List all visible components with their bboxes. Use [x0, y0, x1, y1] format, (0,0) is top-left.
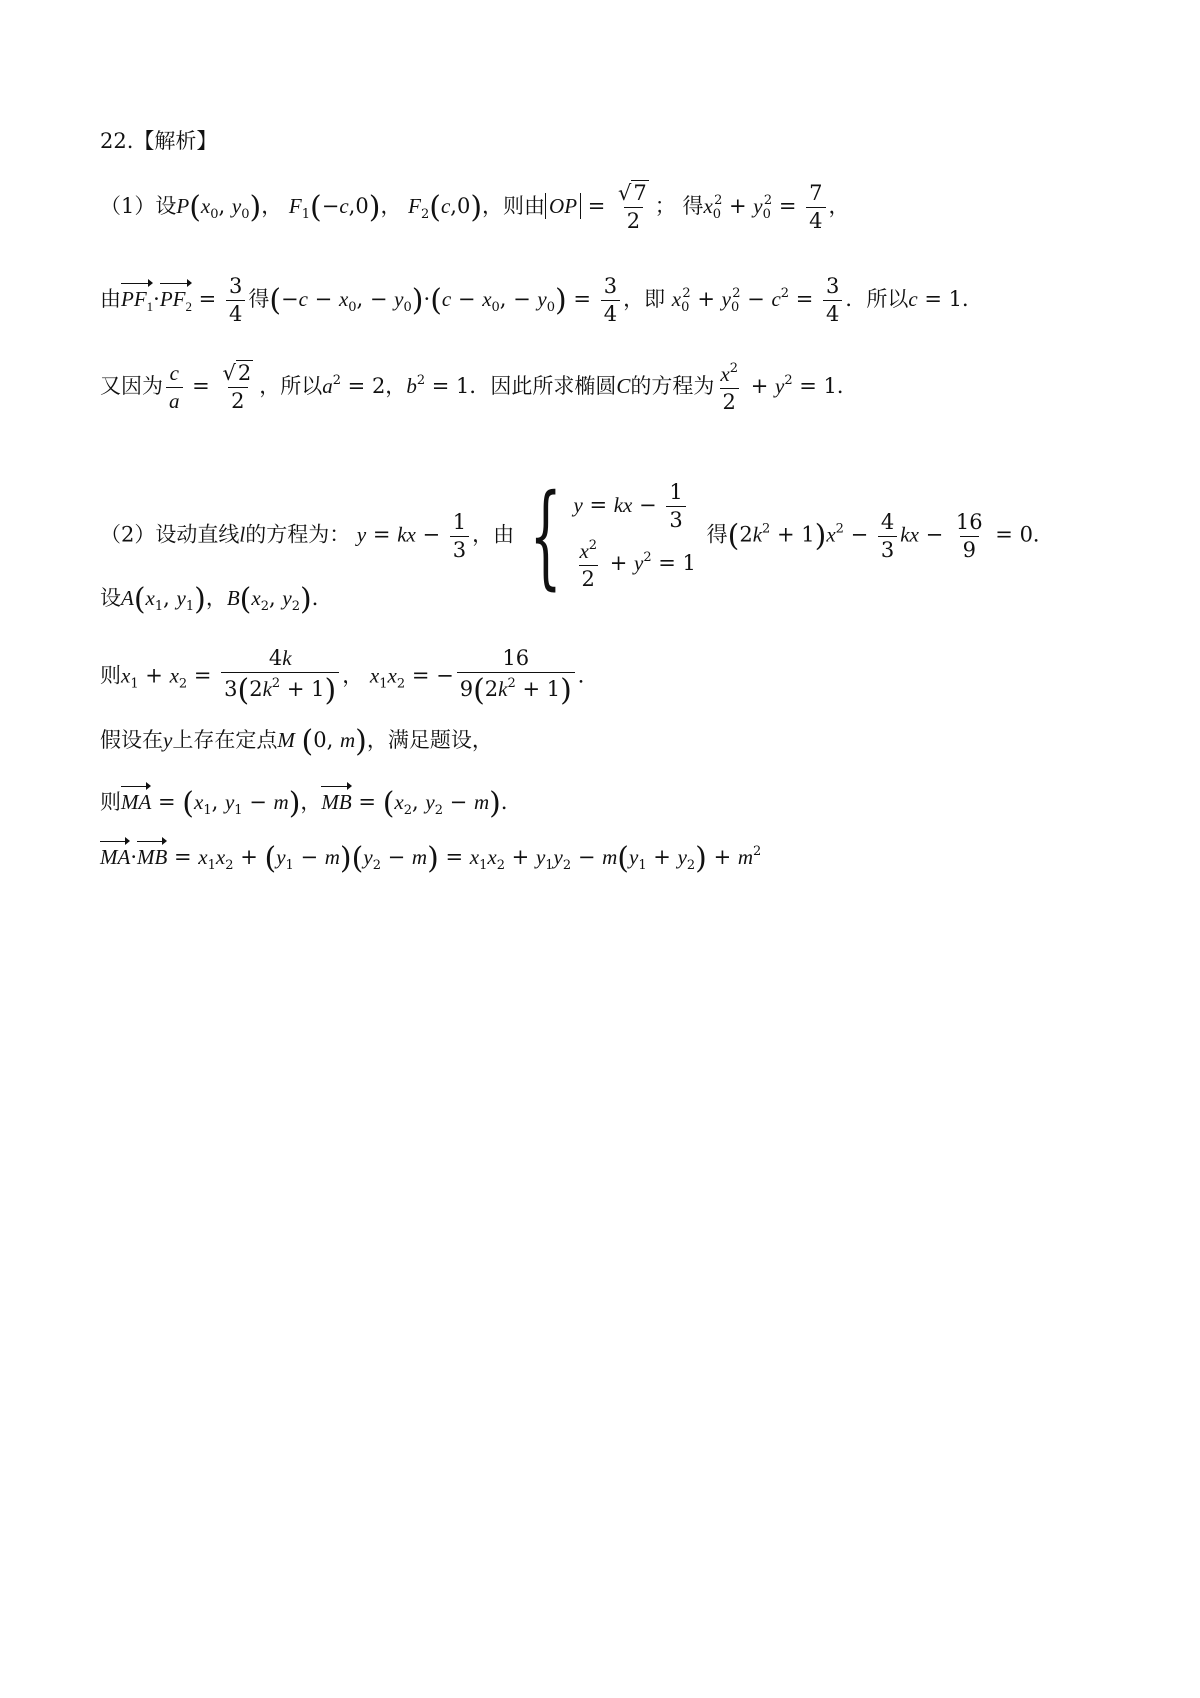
- text: （1）设: [100, 194, 177, 218]
- text: ，: [380, 194, 402, 218]
- text: 则: [100, 663, 121, 688]
- text: ；: [654, 194, 676, 218]
- text: 上存在定点: [172, 728, 278, 752]
- text: ．因此所求椭圆: [469, 374, 617, 398]
- part2-line3: 则$x_1 + x_2$ = $\frac{4k}{3(2k^2 + 1)}$ ， $x_1x_2$ = − $\frac{16}{9(2k^2 + 1)}$ ．: [100, 646, 599, 708]
- part1-line1: （1）设$P(x_0$, $y_0$)， $F_1(-c,0)$， $F_2(c,0)$，则由 OP = $\frac{√7}{2}$ ； 得$x_0^2 + y_0^2$ = $\frac{7}{4}$ ，: [100, 181, 850, 233]
- part2-line6: $MA\cdot MB = x_1x_2 + (y_1 - m)(y_2 - m) = x_1x_2 + y_1y_2 - m(y_1 + y_2) + m^2$: [100, 841, 762, 876]
- part1-line3: 又因为 $\frac{c}{a}$ = $\frac{√2}{2}$ ，所以$a^2 = 2$，$b^2 = 1$．因此所求椭圆C的方程为 $\frac{x^2}{2}$ + $y^2 = 1$．: [100, 361, 858, 414]
- part1-line2: 由$PF_1\cdot PF_2$ = $\frac{3}{4}$ 得($-c - x_0$, − $y_0)\cdot(c - x_0$, − $y_0$) = $\frac{3}{4}$ ，即 $x_0^2 + y_0^2 - c^2$ = $\frac{3}{4}$ ．所以c = 1．: [100, 274, 984, 326]
- heading: 22.【解析】: [100, 129, 218, 153]
- text: 由: [100, 287, 121, 311]
- text: 则: [100, 790, 121, 814]
- text: 得: [682, 194, 704, 218]
- text: ，即: [623, 287, 666, 311]
- text: 假设在: [100, 728, 163, 752]
- text: ，所以: [259, 374, 323, 398]
- text: ，则由: [482, 194, 546, 218]
- text: 的方程为：: [245, 522, 351, 547]
- text: ，满足题设，: [366, 728, 493, 752]
- text: 设: [100, 586, 121, 610]
- text: ，: [261, 194, 283, 218]
- text: 得: [706, 522, 728, 547]
- part2-line1: （2）设动直线l的方程为： y = kx − $\frac{1}{3}$ ，由 { y = kx − $\frac{1}{3}$ $\frac{x^2}{2}$ + $y^2 = 1$ 得$(2k^2 + 1)x^2$ − $\frac{4}{3}$ kx − $\frac{16}{9}$ = 0．: [100, 471, 1054, 601]
- text: 又因为: [100, 374, 163, 398]
- text: 得: [248, 287, 270, 311]
- text: ，: [828, 194, 850, 218]
- text: ．: [836, 374, 858, 398]
- text: ．所以: [845, 287, 909, 311]
- text: 的方程为: [630, 374, 715, 398]
- part2-line2: 设$A(x_1$, $y_1$)，$B(x_2$, $y_2$)．: [100, 582, 333, 617]
- part2-line4: 假设在y上存在定点M (0, m)，满足题设，: [100, 724, 493, 759]
- part2-line5: 则MA = ($x_1$, $y_1 - m$)，MB = ($x_2$, $y_2 - m$)．: [100, 786, 522, 821]
- text: （2）设动直线: [100, 522, 240, 547]
- text: ，由: [472, 522, 515, 547]
